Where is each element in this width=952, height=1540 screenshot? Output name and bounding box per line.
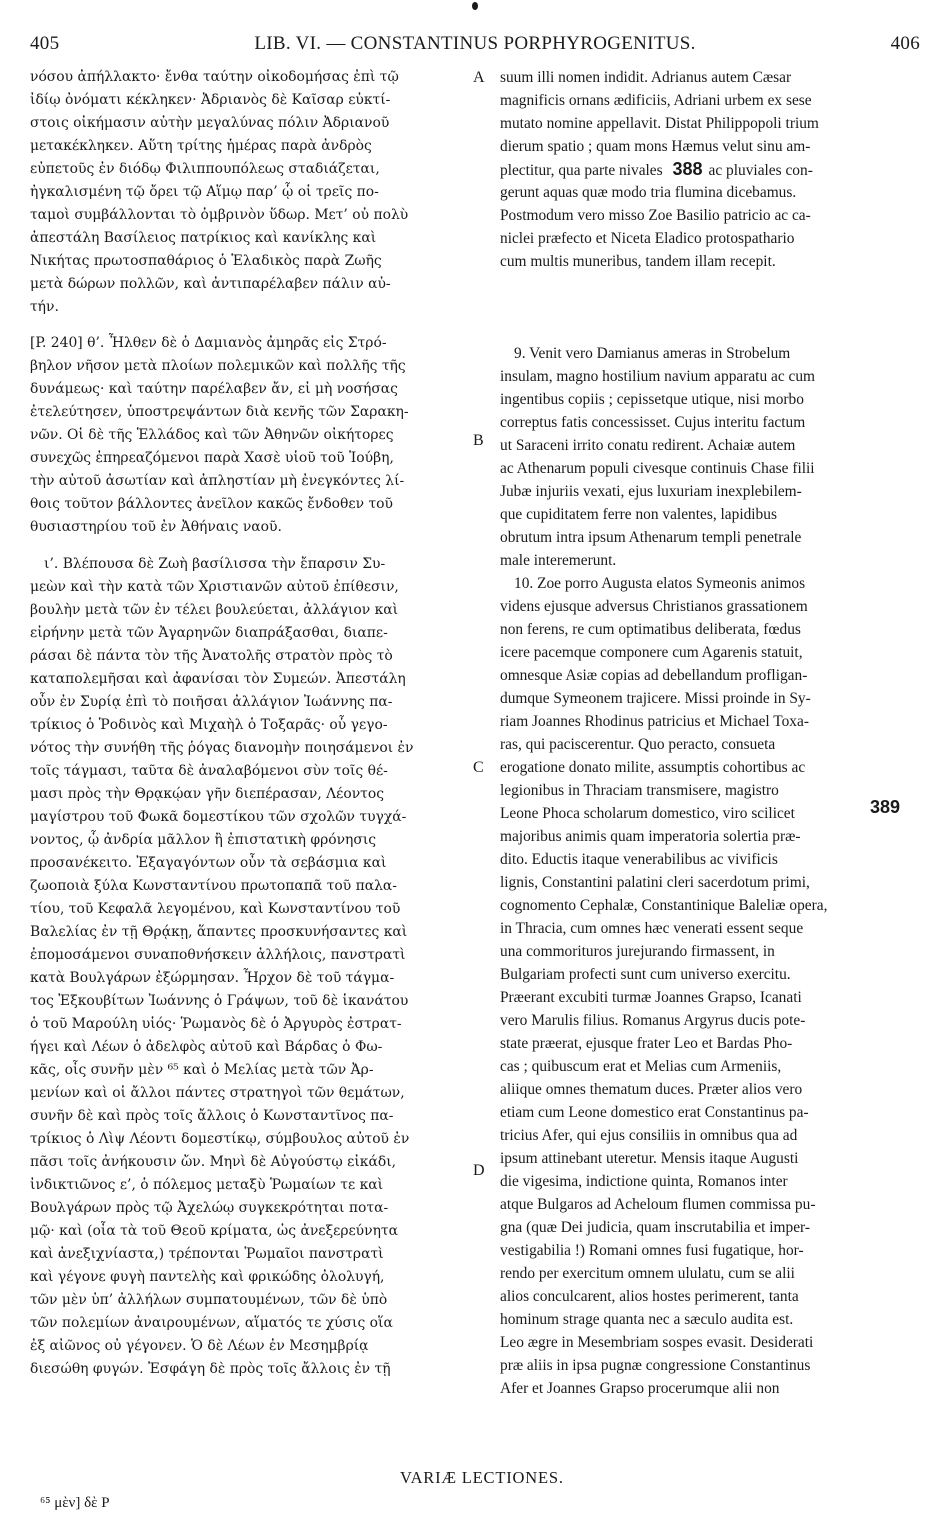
- latin-text-line: legionibus in Thraciam transmisere, magistro: [500, 782, 779, 799]
- latin-text-line: Præerant excubiti turmæ Joannes Grapso, Icanati: [500, 989, 802, 1006]
- latin-text-line: riam Joannes Rhodinus patricius et Michael Toxa-: [500, 713, 809, 730]
- latin-text-line: ingentibus copiis ; cepissetque utique, nisi morbo: [500, 391, 804, 408]
- latin-text-line: præ aliis in ipsa pugnæ congressione Constantinus: [500, 1357, 811, 1374]
- greek-text-line: τος Ἐξκουβίτων Ἰωάννης ὁ Γράψων, τοῦ δὲ ἱκανάτου: [30, 993, 409, 1009]
- greek-text-line: μετὰ δώρων πολλῶν, καὶ ἀντιπαρέλαβεν πάλιν αὐ-: [30, 276, 391, 292]
- greek-text-line: ι’. Βλέπουσα δὲ Ζωὴ βασίλισσα τὴν ἔπαρσιν Συ-: [44, 556, 386, 572]
- greek-text-line: μετακέκληκεν. Αὕτη τρίτης ἡμέρας παρὰ ἀνδρὸς: [30, 138, 372, 154]
- greek-text-line: [P. 240] θ’. Ἦλθεν δὲ ὁ Δαμιανὸς ἀμηρᾶς εἰς Στρό-: [30, 335, 387, 351]
- greek-text-line: ἐπομοσάμενοι συναποθνήσκειν ἀλλήλοις, πανστρατὶ: [30, 947, 406, 963]
- greek-text-line: προσανέκειτο. Ἐξαγαγόντων οὖν τὰ σεβάσμια καὶ: [30, 855, 387, 871]
- latin-text-line: ras, qui paciscerentur. Quo peracto, consueta: [500, 736, 776, 753]
- greek-text-line: μασι πρὸς τὴν Θρᾳκῴαν γῆν διεπέρασαν, Λέοντος: [30, 786, 385, 802]
- greek-text-line: τρίκιος ὁ Λὶψ Λέοντι δομεστίκῳ, σύμβουλος αὐτοῦ ἐν: [30, 1131, 410, 1147]
- latin-text-line: Bulgariam profecti sunt cum universo exercitu.: [500, 966, 791, 983]
- greek-text-line: τὴν αὐτοῦ ἀσωτίαν καὶ ἀπληστίαν μὴ ἐνεγκόντες λί-: [30, 473, 405, 489]
- column-number-388: 388: [672, 159, 703, 179]
- latin-text-line: insulam, magno hostilium navium apparatu ac cum: [500, 368, 816, 385]
- greek-text-line: Βουλγάρων πρὸς τῷ Ἀχελώῳ συγκεκρότηται ποτα-: [30, 1200, 389, 1216]
- latin-text-line: Leo ægre in Mesembriam sospes evasit. Desiderati: [500, 1334, 814, 1351]
- greek-text-line: δυνάμεως· καὶ ταύτην παρέλαβεν ἄν, εἰ μὴ νοσήσας: [30, 381, 398, 397]
- latin-text-line: dito. Eductis itaque venerabilibus ac vivificis: [500, 851, 778, 868]
- latin-text-line: omnesque Asiæ copias ad debellandum profligan-: [500, 667, 808, 684]
- column-marker-d: D: [473, 1162, 485, 1179]
- latin-text-line: Leone Phoca scholarum domestico, viro scilicet: [500, 805, 795, 822]
- latin-text-line: ipsum attinebant uteretur. Mensis itaque Augusti: [500, 1150, 799, 1167]
- latin-text-line: una commorituros jurejurando firmassent, in: [500, 943, 775, 960]
- greek-text-line: μαγίστρου τοῦ Φωκᾶ δομεστίκου τῶν σχολῶν τυγχά-: [30, 809, 407, 825]
- greek-text-line: Βαλελίας ἐν τῇ Θρᾴκῃ, ἅπαντες προσκυνήσαντες καὶ: [30, 924, 408, 940]
- column-number-389: 389: [870, 797, 901, 817]
- greek-text-line: οὖν ἐν Συρίᾳ ἐπὶ τὸ ποιῆσαι ἀλλάγιον Ἰωάννης πα-: [30, 694, 393, 710]
- greek-text-line: κᾶς, οἷς συνῆν μὲν ⁶⁵ καὶ ὁ Μελίας μετὰ τῶν Ἀρ-: [30, 1062, 374, 1078]
- greek-text-line: τοῖς τάγμασι, ταῦτα δὲ ἀναλαβόμενοι σὺν τοῖς θέ-: [30, 763, 388, 779]
- greek-text-line: ἰνδικτιῶνος ε’, ὁ πόλεμος μεταξὺ Ῥωμαίων τε καὶ: [30, 1177, 384, 1193]
- latin-text-line: niclei præfecto et Niceta Eladico protospathario: [500, 230, 795, 247]
- latin-text-line: hominum strage quanta nec a sæculo audita est.: [500, 1311, 794, 1328]
- latin-text-line: etiam cum Leone domestico erat Constantinus pa-: [500, 1104, 809, 1121]
- latin-text-line: die vigesima, indictione quinta, Romanos inter: [500, 1173, 788, 1190]
- latin-text-line: majoribus animis quam imperatoria solertia præ-: [500, 828, 801, 845]
- latin-text-line: plectitur, qua parte nivales 388 ac pluviales con-: [500, 159, 813, 179]
- latin-text-line: magnificis ornans ædificiis, Adriani urbem ex sese: [500, 92, 812, 109]
- latin-text-line: tricius Afer, qui ejus consiliis in omnibus qua ad: [500, 1127, 798, 1144]
- column-marker-c: C: [473, 759, 484, 776]
- latin-text-line: gna (quæ Dei judicia, quam inscrutabilia et imper-: [500, 1219, 810, 1236]
- latin-text-line: dierum spatio ; quam mons Hæmus velut sinu am-: [500, 138, 811, 155]
- greek-text-line: μεὼν καὶ τὴν κατὰ τῶν Χριστιανῶν αὐτοῦ ἐπίθεσιν,: [30, 579, 399, 595]
- latin-text-line: atque Bulgaros ad Acheloum flumen commissa pu-: [500, 1196, 816, 1213]
- greek-text-line: θυσιαστηρίου τοῦ ἐν Ἀθήναις ναοῦ.: [30, 519, 282, 535]
- latin-text-line: ut Saraceni irrito conatu redirent. Achaiæ autem: [500, 437, 796, 454]
- latin-text-line: obrutum intra ipsum Athenarum templi penetrale: [500, 529, 802, 546]
- greek-text-line: στοις οἰκήμασιν αὐτὴν μεγαλύνας πόλιν Ἀδριανοῦ: [30, 115, 390, 131]
- greek-text-line: βουλὴν μετὰ τῶν ἐν τέλει βουλεύεται, ἀλλάγιον καὶ: [30, 602, 399, 618]
- varia-lectiones-heading: VARIÆ LECTIONES.: [400, 1468, 564, 1487]
- page-number-left: 405: [30, 33, 60, 54]
- running-title: LIB. VI. — CONSTANTINUS PORPHYROGENITUS.: [254, 33, 696, 54]
- latin-text-line: aliique omnes thematum duces. Præter alios vero: [500, 1081, 803, 1098]
- greek-text-line: νῶν. Οἱ δὲ τῆς Ἑλλάδος καὶ τῶν Ἀθηνῶν οἰκήτορες: [30, 427, 394, 443]
- latin-text-line: 9. Venit vero Damianus ameras in Strobelum: [514, 345, 791, 362]
- latin-text-line: lignis, Constantini palatini cleri sacerdotum primi,: [500, 874, 810, 891]
- greek-text-line: τίου, τοῦ Κεφαλᾶ λεγομένου, καὶ Κωνσταντίνου τοῦ: [30, 901, 401, 917]
- greek-text-line: διεσώθη φυγών. Ἐσφάγη δὲ πρὸς τοῖς ἄλλοις ἐν τῇ: [30, 1361, 391, 1377]
- greek-text-line: ράσαι δὲ πάντα τὸν τῆς Ἀνατολῆς στρατὸν πρὸς τὸ: [30, 648, 393, 664]
- greek-text-line: ταμοὶ συμβάλλονται τὸ ὀμβρινὸν ὕδωρ. Μετ’ οὐ πολὺ: [30, 207, 409, 223]
- latin-text-tail: ac pluviales con-: [708, 162, 813, 179]
- latin-text-line: dumque Symeonem trajicere. Missi proinde in Sy-: [500, 690, 811, 707]
- greek-text-line: βηλον νῆσον μετὰ πλοίων πολεμικῶν καὶ πολλῆς τῆς: [30, 358, 406, 374]
- latin-text-line: gerunt aquas quæ modo tria flumina dicebamus.: [500, 184, 797, 201]
- page-header: [30, 33, 920, 59]
- latin-text-line: male interemerunt.: [500, 552, 617, 569]
- latin-text-line: suum illi nomen indidit. Adrianus autem Cæsar: [500, 69, 792, 86]
- latin-text-line: cum multis muneribus, tandem illam recepit.: [500, 253, 776, 270]
- latin-text-line: cognomento Cephalæ, Constantinique Baleliæ opera,: [500, 897, 828, 914]
- greek-text-line: Νικήτας πρωτοσπαθάριος ὁ Ἑλαδικὸς παρὰ Ζωῆς: [30, 253, 382, 269]
- greek-text-line: καὶ γέγονε φυγὴ παντελὴς καὶ φρικώδης ὀλολυγή,: [30, 1269, 385, 1285]
- greek-text-line: μενίων καὶ οἱ ἄλλοι πάντες στρατηγοὶ τῶν θεμάτων,: [30, 1085, 405, 1101]
- greek-text-line: καὶ ἀνεξιχνίαστα,) τρέπονται Ῥωμαῖοι πανστρατὶ: [30, 1246, 384, 1262]
- latin-text-line: in Thracia, cum omnes hæc venerati essent seque: [500, 920, 804, 937]
- greek-text-line: τρίκιος ὁ Ῥοδινὸς καὶ Μιχαὴλ ὁ Τοξαρᾶς· οὗ γεγο-: [30, 717, 388, 733]
- footnote: ⁶⁵ μὲν] δὲ P: [40, 1495, 110, 1511]
- greek-text-line: κατὰ Βουλγάρων ἐξώρμησαν. Ἦρχον δὲ τοῦ τάγμα-: [30, 970, 395, 986]
- greek-text-line: ἰδίῳ ὀνόματι κέκληκεν· Ἀδριανὸς δὲ Καῖσαρ εὐκτί-: [30, 92, 391, 108]
- latin-text-line: que cupiditatem ferre non valentes, lapidibus: [500, 506, 777, 523]
- greek-text-line: τῶν πολεμίων ἀναιρουμένων, αἵματός τε χύσις οἵα: [30, 1315, 393, 1331]
- latin-text-line: vestigabilia !) Romani omnes fusi fugatique, hor-: [500, 1242, 804, 1259]
- latin-text-line: correptus fatis concessisset. Cujus interitu factum: [500, 414, 806, 431]
- greek-text-line: ἠγκαλισμένη τῷ ὄρει τῷ Αἵμῳ παρ’ ᾧ οἱ τρεῖς πο-: [30, 184, 379, 200]
- greek-text-line: νοντος, ᾧ ἀνδρία μᾶλλον ἢ ἐπιστατικὴ φρόνησις: [30, 832, 377, 848]
- latin-text-line: rendo per exercitum omnem ululatu, cum se alii: [500, 1265, 795, 1282]
- page-speck: [472, 2, 478, 10]
- greek-text-line: ἐτελεύτησεν, ὑποστρεψάντων διὰ κενῆς τῶν Σαρακη-: [30, 404, 409, 420]
- latin-text-line: Jubæ injuriis vexati, ejus luxuriam inexplebilem-: [500, 483, 802, 500]
- greek-text-line: μῷ· καὶ (οἷα τὰ τοῦ Θεοῦ κρίματα, ὡς ἀνεξερεύνητα: [30, 1223, 398, 1239]
- latin-text-line: Postmodum vero misso Zoe Basilio patricio ac ca-: [500, 207, 811, 224]
- latin-text-line: mutato nomine appellavit. Distat Philippopoli trium: [500, 115, 819, 132]
- latin-text-line: videns ejusque adversus Christianos grassationem: [500, 598, 808, 615]
- latin-text-line: 10. Zoe porro Augusta elatos Symeonis animos: [514, 575, 806, 592]
- latin-text-line: alios conculcarent, alios hostes perimerent, tanta: [500, 1288, 799, 1305]
- greek-text-line: συνεχῶς ἐπηρεαζόμενοι παρὰ Χασὲ υἱοῦ τοῦ Ἰούβη,: [30, 450, 394, 466]
- greek-text-line: ήγει καὶ Λέων ὁ ἀδελφὸς αὐτοῦ καὶ Βάρδας ὁ Φω-: [30, 1039, 383, 1055]
- greek-text-line: ὁ τοῦ Μαρούλη υἱός· Ῥωμανὸς δὲ ὁ Ἀργυρὸς ἐστρατ-: [30, 1016, 402, 1032]
- greek-text-line: νότος τὴν συνήθη τῆς ῥόγας διανομὴν ποιησάμενοι ἐν: [30, 740, 414, 756]
- greek-text-line: εἰρήνην μετὰ τῶν Ἀγαρηνῶν διαπράξασθαι, διαπε-: [30, 625, 388, 641]
- greek-text-line: ἀπεστάλη Βασίλειος πατρίκιος καὶ κανίκλης καὶ: [30, 230, 377, 246]
- latin-text-line: erogatione donato milite, assumptis cohortibus ac: [500, 759, 806, 776]
- latin-text-line: non ferens, re cum optimatibus deliberata, fœdus: [500, 621, 801, 638]
- latin-text-line: state præerat, ejusque frater Leo et Bardas Pho-: [500, 1035, 793, 1052]
- greek-text-line: τῶν μὲν ὑπ’ ἀλλήλων συμπατουμένων, τῶν δὲ ὑπὸ: [30, 1292, 388, 1308]
- page-number-right: 406: [890, 33, 920, 54]
- greek-text-line: καταπολεμῆσαι καὶ ἀφανίσαι τὸν Συμεών. Ἀπεστάλη: [30, 671, 406, 687]
- greek-text-line: τήν.: [30, 299, 59, 315]
- greek-text-line: ἐξ αἰῶνος οὐ γέγονεν. Ὁ δὲ Λέων ἐν Μεσημβρίᾳ: [30, 1338, 369, 1354]
- greek-text-line: θοις τοῦτον βάλλοντες ἀνεῖλον κακῶς ἔνδοθεν τοῦ: [30, 496, 393, 512]
- greek-text-line: πᾶσι τοῖς ἀνήκουσιν ὤν. Μηνὶ δὲ Αὐγούστῳ εἰκάδι,: [30, 1154, 397, 1170]
- greek-text-line: νόσου ἀπήλλακτο· ἔνθα ταύτην οἰκοδομήσας ἐπὶ τῷ: [30, 69, 399, 85]
- greek-text-line: συνῆν δὲ καὶ πρὸς τοῖς ἄλλοις ὁ Κωνσταντῖνος πα-: [30, 1108, 394, 1124]
- latin-text-line: vero Marulis filius. Romanus Argyrus ducis pote-: [500, 1012, 806, 1029]
- column-marker-a: A: [473, 69, 485, 86]
- latin-text-line: icere pacemque componere cum Agarenis statuit,: [500, 644, 803, 661]
- latin-text-line: cas ; quibuscum erat et Melias cum Armeniis,: [500, 1058, 782, 1075]
- latin-text-line: ac Athenarum populi civesque continuis Chase filii: [500, 460, 815, 477]
- greek-text-line: εὐπετοῦς ἐν διόδῳ Φιλιππουπόλεως σταδιάζεται,: [30, 161, 380, 177]
- column-marker-b: B: [473, 432, 484, 449]
- latin-text-line: Afer et Joannes Grapso procerumque alii non: [500, 1380, 780, 1397]
- greek-text-line: ζωοποιὰ ξύλα Κωνσταντίνου πρωτοπαπᾶ τοῦ παλα-: [30, 878, 397, 894]
